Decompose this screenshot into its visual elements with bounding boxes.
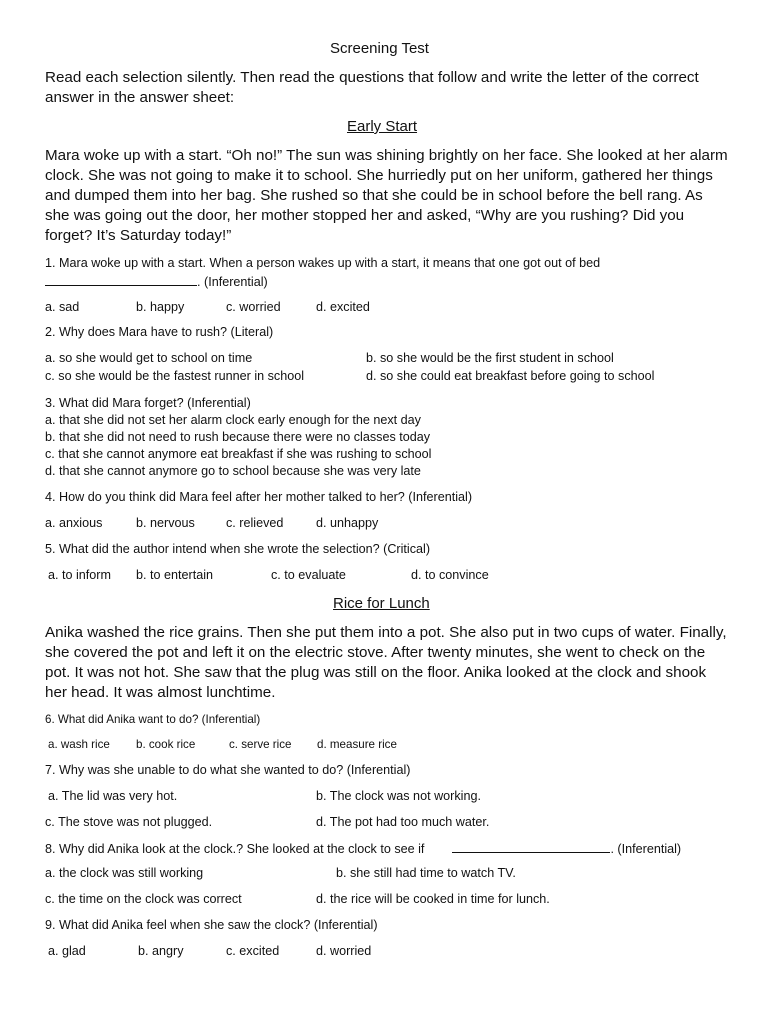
question-1: 1. Mara woke up with a start. When a person wakes up with a start, it means that one got out of bed <box>45 256 601 270</box>
option-2b: b. so she would be the first student in school <box>366 351 614 365</box>
option-7b: b. The clock was not working. <box>316 789 481 803</box>
option-3b: b. that she did not need to rush because there were no classes today <box>45 430 431 444</box>
option-5c: c. to evaluate <box>271 568 346 582</box>
option-3c: c. that she cannot anymore eat breakfast if she was rushing to school <box>45 447 432 461</box>
option-6a: a. wash rice <box>48 738 110 751</box>
option-4b: b. nervous <box>136 516 195 530</box>
option-3d: d. that she cannot anymore go to school because she was very late <box>45 464 421 478</box>
instructions: Read each selection silently. Then read the questions that follow and write the letter of the correct answer in the answer sheet: <box>45 69 699 106</box>
option-3a: a. that she did not set her alarm clock early enough for the next day <box>45 413 421 427</box>
option-9a: a. glad <box>48 944 86 958</box>
selection-heading-early-start: Early Start <box>347 118 418 135</box>
option-2d: d. so she could eat breakfast before going to school <box>366 369 655 383</box>
option-8b: b. she still had time to watch TV. <box>336 866 516 880</box>
question-9: 9. What did Anika feel when she saw the clock? (Inferential) <box>45 918 378 932</box>
passage-rice-for-lunch: Anika washed the rice grains. Then she put them into a pot. She also put in two cups of water. Finally, she covered the pot and left it on the electric stove. After twenty minutes, she went to check on the pot. It was not hot. She saw that the plug was still on the floor. Anika looked at the clock and shook her head. It was almost lunchtime. <box>45 624 727 701</box>
question-2: 2. Why does Mara have to rush? (Literal) <box>45 325 274 339</box>
option-7a: a. The lid was very hot. <box>48 789 178 803</box>
passage-early-start: Mara woke up with a start. “Oh no!” The sun was shining brightly on her face. She looked at her alarm clock. She was not going to make it to school. She hurriedly put on her uniform, gathered her things and dumped them into her bag. She rushed so that she could be in school before the bell rang. As she was going out the door, her mother stopped her and asked, “Why are you rushing? Did you forget? It’s Saturday today!” <box>45 147 728 244</box>
option-5d: d. to convince <box>411 568 489 582</box>
option-7c: c. The stove was not plugged. <box>45 815 213 829</box>
question-3: 3. What did Mara forget? (Inferential) <box>45 396 251 410</box>
option-4d: d. unhappy <box>316 516 379 530</box>
selection-heading-rice-for-lunch: Rice for Lunch <box>333 595 430 612</box>
option-9d: d. worried <box>316 944 372 958</box>
option-8d: d. the rice will be cooked in time for lunch. <box>316 892 550 906</box>
option-4a: a. anxious <box>45 516 103 530</box>
option-5b: b. to entertain <box>136 568 214 582</box>
option-1d: d. excited <box>316 300 370 314</box>
option-9c: c. excited <box>226 944 280 958</box>
option-8c: c. the time on the clock was correct <box>45 892 242 906</box>
option-2c: c. so she would be the fastest runner in school <box>45 369 305 383</box>
question-8 <box>45 840 681 856</box>
question-1-tail: . (Inferential) <box>197 275 268 289</box>
option-5a: a. to inform <box>48 568 111 582</box>
question-4: 4. How do you think did Mara feel after her mother talked to her? (Inferential) <box>45 490 473 504</box>
question-6: 6. What did Anika want to do? (Inferential) <box>45 713 261 726</box>
option-6d: d. measure rice <box>317 738 397 751</box>
question-5: 5. What did the author intend when she wrote the selection? (Critical) <box>45 542 431 556</box>
question-1-line2 <box>45 273 268 289</box>
option-6b: b. cook rice <box>136 738 196 751</box>
option-2a: a. so she would get to school on time <box>45 351 253 365</box>
option-8a: a. the clock was still working <box>45 866 204 880</box>
option-4c: c. relieved <box>226 516 284 530</box>
option-7d: d. The pot had too much water. <box>316 815 490 829</box>
option-1b: b. happy <box>136 300 185 314</box>
question-7: 7. Why was she unable to do what she wanted to do? (Inferential) <box>45 763 411 777</box>
answer-blank <box>452 840 610 853</box>
option-6c: c. serve rice <box>229 738 292 751</box>
page-title: Screening Test <box>330 40 429 57</box>
option-1c: c. worried <box>226 300 281 314</box>
question-8-text: 8. Why did Anika look at the clock.? She looked at the clock to see if <box>45 842 425 856</box>
question-8-tail: . (Inferential) <box>610 842 682 856</box>
answer-blank <box>45 273 197 286</box>
option-1a: a. sad <box>45 300 80 314</box>
option-9b: b. angry <box>138 944 184 958</box>
